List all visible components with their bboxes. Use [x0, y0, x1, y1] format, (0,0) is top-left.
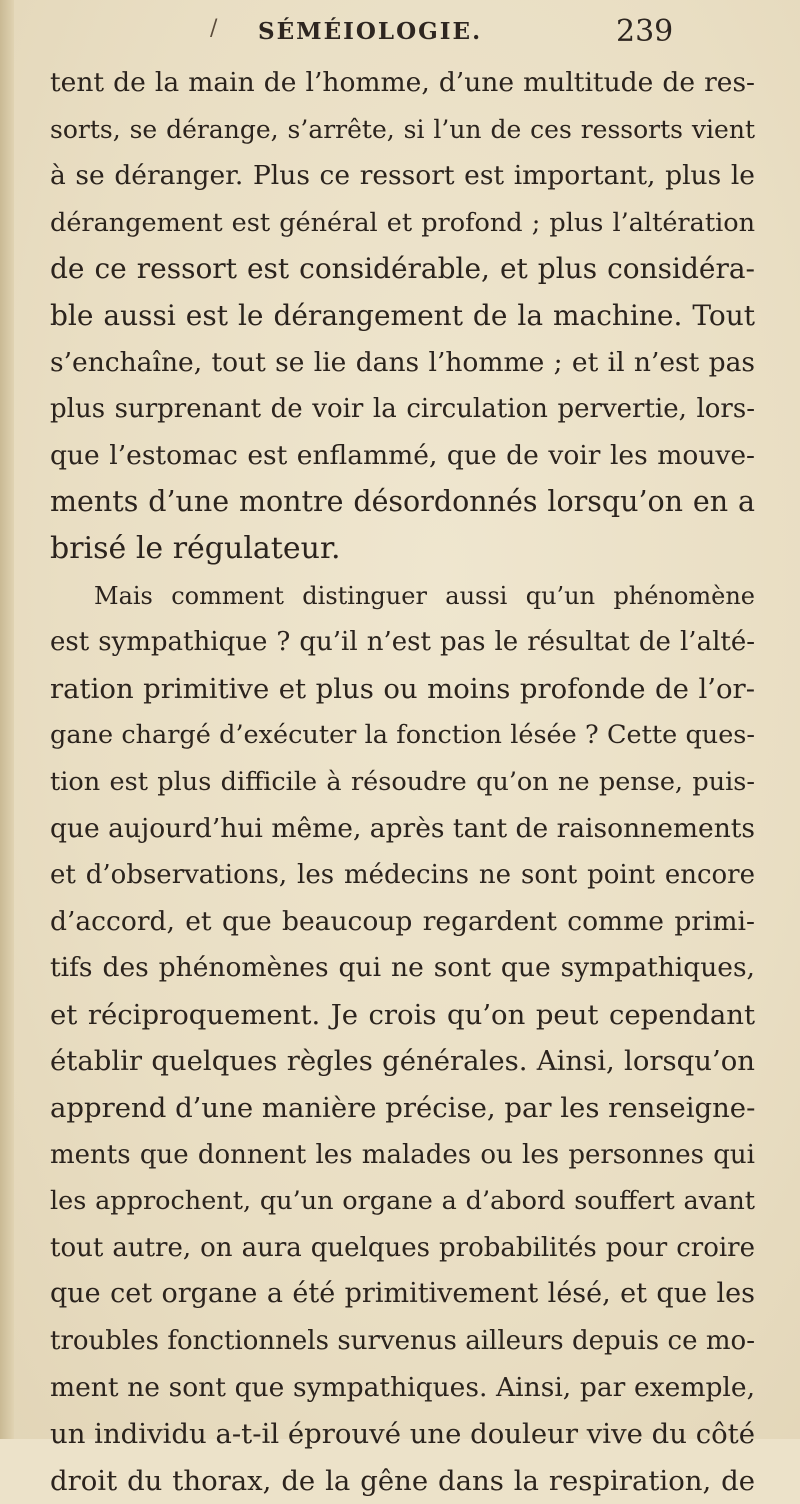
text-line: tent de la main de l’homme, d’une multitude de res-	[50, 67, 755, 98]
text-line: brisé le régulateur.	[50, 530, 341, 566]
text-line: à se déranger. Plus ce ressort est important, plus le	[50, 160, 755, 192]
text-line: ments que donnent les malades ou les personnes qui	[50, 1139, 755, 1170]
text-line: apprend d’une manière précise, par les renseigne-	[50, 1092, 756, 1125]
text-line: que l’estomac est enflammé, que de voir les mouve-	[50, 439, 755, 471]
text-line: troubles fonctionnels survenus ailleurs depuis ce mo-	[50, 1326, 755, 1357]
text-line: tifs des phénomènes qui ne sont que sympathiques,	[50, 952, 755, 984]
text-line: est sympathique ? qu’il n’est pas le résultat de l’alté-	[50, 627, 755, 658]
body-text	[50, 60, 755, 1504]
text-line: ments d’une montre désordonnés lorsqu’on en a	[50, 485, 755, 519]
text-line: tout autre, on aura quelques probabilités pour croire	[50, 1232, 755, 1263]
running-head	[0, 12, 800, 52]
text-line: que aujourd’hui même, après tant de raisonnements	[50, 812, 756, 844]
text-line: ble aussi est le dérangement de la machine. Tout	[50, 298, 755, 332]
text-line: sorts, se dérange, s’arrête, si l’un de ces ressorts vient	[50, 114, 755, 144]
text-line: s’enchaîne, tout se lie dans l’homme ; et il n’est pas	[50, 346, 755, 378]
text-line: et d’observations, les médecins ne sont point encore	[50, 860, 755, 891]
text-line: ration primitive et plus ou moins profonde de l’or-	[50, 672, 755, 705]
text-line: de ce ressort est considérable, et plus considéra-	[50, 252, 755, 286]
text-line: ment ne sont que sympathiques. Ainsi, par exemple,	[50, 1371, 755, 1403]
text-line: établir quelques règles générales. Ainsi, lorsqu’on	[50, 1045, 755, 1078]
running-head-title: SÉMÉIOLOGIE.	[258, 18, 483, 45]
text-line: les approchent, qu’un organe a d’abord souffert avant	[50, 1186, 755, 1217]
text-line: que cet organe a été primitivement lésé, et que les	[50, 1278, 755, 1310]
text-line: d’accord, et que beaucoup regardent comme primi-	[50, 905, 755, 937]
text-line: tion est plus difficile à résoudre qu’on ne pense, puis-	[50, 766, 755, 797]
text-line: droit du thorax, de la gêne dans la respiration, de	[50, 1464, 755, 1497]
text-line: un individu a-t-il éprouvé une douleur vive du côté	[50, 1418, 755, 1451]
text-line: Mais comment distinguer aussi qu’un phénomène	[94, 581, 755, 610]
text-line: et réciproquement. Je crois qu’on peut cependant	[50, 998, 755, 1031]
page-number: 239	[616, 14, 674, 49]
text-line: dérangement est général et profond ; plus l’altération	[50, 207, 755, 238]
text-line: plus surprenant de voir la circulation pervertie, lors-	[50, 394, 755, 425]
text-line: gane chargé d’exécuter la fonction lésée ? Cette ques-	[50, 720, 755, 751]
page-gutter-shadow	[0, 0, 14, 1439]
running-head-mark: /	[210, 16, 218, 41]
